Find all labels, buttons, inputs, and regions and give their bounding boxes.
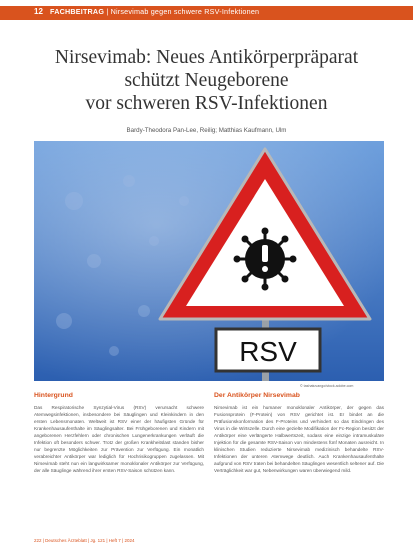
title-line-2: schützt Neugeborene — [124, 70, 289, 91]
hero-image — [34, 141, 384, 381]
page-footer: 222 | Deutsches Ärzteblatt | Jg. 121 | Heft 7 | 2024 — [34, 538, 135, 543]
title-line-3: vor schweren RSV-Infektionen — [85, 93, 328, 114]
image-credit: © tashatuvango/stock.adobe.com — [300, 384, 354, 388]
article-title — [40, 46, 373, 115]
virus-icon — [234, 228, 297, 291]
header-separator: | — [106, 7, 109, 16]
title-line-1: Nirsevimab: Neues Antikörperpräparat — [54, 47, 359, 68]
header-running-head — [50, 7, 259, 16]
page-header — [0, 0, 413, 24]
article-authors: Bardy-Theodora Pan-Lee, Reilig; Matthias Kaufmann, Ulm — [126, 127, 287, 134]
page-number: 12 — [34, 7, 43, 16]
section-label: FACHBEITRAG — [50, 7, 105, 16]
section-text-background: Das Respiratorische Synzytial-Virus (RSV) verursacht schwere Atemwegsinfektionen, insbesondere bei Säuglingen und Kleinkindern in den ersten Lebensmonaten. Weltweit ist RSV einer der häufigsten Gründe für Krankenhausaufenthalte im Säuglingsalter. Bei Frühgeborenen und Kindern mit angeborenen Herzfehlern oder chronischen Lungenerkrankungen verläuft die Infektion oft besonders schwer. Trotz der großen Krankheitslast standen bisher nur begrenzte Möglichkeiten zur Prävention zur Verfügung. Ein monatlich verabreichter Antikörper war lediglich für Hochrisikogruppen zugelassen. Mit Nirsevimab steht nun ein langwirksamer monoklonaler Antikörper zur Verfügung, der alle Säuglinge während ihrer ersten RSV-Saison schützen kann. — [34, 405, 204, 473]
sign-text: RSV — [239, 336, 297, 367]
running-title: Nirsevimab gegen schwere RSV-Infektionen — [110, 7, 260, 16]
section-heading-background: Hintergrund — [34, 392, 73, 399]
section-text-antibody: Nirsevimab ist ein humaner monoklonaler Antikörper, der gegen das Fusionsprotein (F-Protein) von RSV gerichtet ist. Er bindet an die Präfusionskonformation des F-Proteins und verhindert so das Eindringen des Virus in die Wirtszelle. Durch eine gezielte Modifikation der Fc-Region besitzt der Antikörper eine verlängerte Halbwertszeit, sodass eine einzige intramuskuläre Injektion für die gesamte RSV-Saison von mindestens fünf Monaten ausreicht. In klinischen Studien reduzierte Nirsevimab medizinisch behandelte RSV-Infektionen der unteren Atemwege deutlich. Auch Krankenhausaufenthalte aufgrund von RSV traten bei behandelten Säuglingen wesentlich seltener auf. Die Verträglichkeit war gut, Nebenwirkungen waren überwiegend mild. — [214, 405, 384, 473]
warning-sign-illustration — [34, 141, 384, 381]
section-heading-antibody: Der Antikörper Nirsevimab — [214, 392, 300, 399]
rsv-plate — [216, 329, 320, 371]
